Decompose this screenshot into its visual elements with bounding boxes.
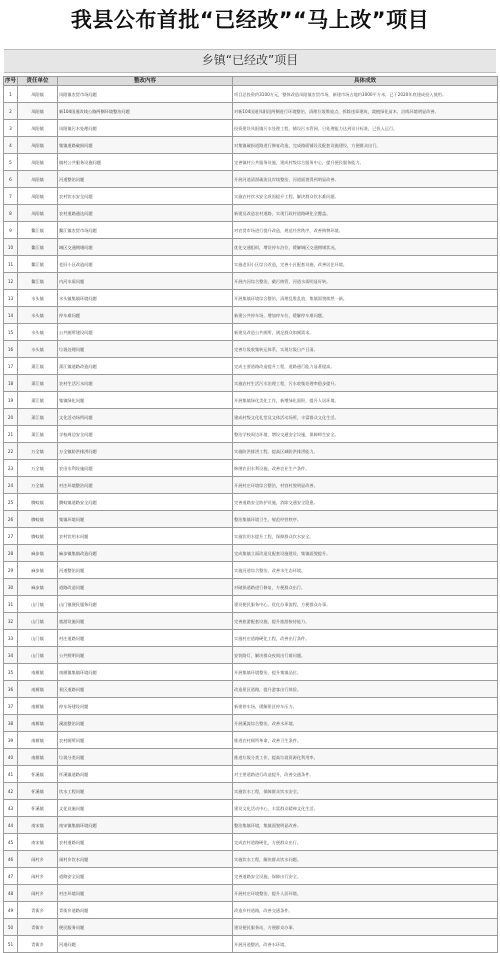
row-result: 开展村庄环境综合整治，村容村貌明显改善。 <box>233 477 498 494</box>
row-unit: 怀溪镇 <box>18 766 58 783</box>
row-unit: 水头镇 <box>18 341 58 358</box>
row-result: 完成主要道路改造提升工程，道路通行能力显著提高。 <box>233 358 498 375</box>
column-header-issue: 整改内容 <box>58 77 233 86</box>
row-unit: 凤阳镇 <box>18 205 58 222</box>
row-unit: 凤阳镇 <box>18 188 58 205</box>
row-number: 3 <box>4 120 18 137</box>
row-result: 修缮农田水利设施，改善农业生产条件。 <box>233 460 498 477</box>
row-number: 46 <box>4 851 18 868</box>
row-unit: 凤阳镇 <box>18 86 58 103</box>
row-unit: 南宋镇 <box>18 834 58 851</box>
table-row <box>4 324 498 341</box>
table-row <box>4 800 498 817</box>
row-unit: 南雁镇 <box>18 732 58 749</box>
row-issue: 旅游设施问题 <box>58 613 233 630</box>
table-row <box>4 154 498 171</box>
row-issue: 道路改造问题 <box>58 579 233 596</box>
row-issue: 溪流整治问题 <box>58 715 233 732</box>
table-row <box>4 868 498 885</box>
row-issue: 文化活动场所问题 <box>58 409 233 426</box>
row-result: 整治集镇环境卫生，规范经营秩序。 <box>233 511 498 528</box>
row-issue: 水头镇集镇环境问题 <box>58 290 233 307</box>
row-result: 完成农村道路硬化，方便群众出行。 <box>233 834 498 851</box>
table-row <box>4 664 498 681</box>
table-row <box>4 137 498 154</box>
row-issue: 腾蛟镇道路安全问题 <box>58 494 233 511</box>
row-issue: 青街乡道路问题 <box>58 902 233 919</box>
row-result: 开展内河综合整治，截污纳管，河道水质明显好转。 <box>233 273 498 290</box>
row-unit: 腾蛟镇 <box>18 494 58 511</box>
row-issue: 饮水工程问题 <box>58 783 233 800</box>
row-result: 整治学校周边环境，增设交通安全设施，保障师生安全。 <box>233 426 498 443</box>
row-issue: 南雁镇集镇环境问题 <box>58 664 233 681</box>
table-row <box>4 86 498 103</box>
row-number: 44 <box>4 817 18 834</box>
row-unit: 山门镇 <box>18 630 58 647</box>
row-result: 改造景区道路，提升游客出行体验。 <box>233 681 498 698</box>
row-result: 开展集镇绿化美化工作，新增绿化面积，提升人居环境。 <box>233 392 498 409</box>
row-unit: 凤阳镇 <box>18 154 58 171</box>
row-number: 13 <box>4 290 18 307</box>
row-issue: 农村道路问题 <box>58 834 233 851</box>
row-number: 20 <box>4 409 18 426</box>
row-result: 新建及改造公共厕所，满足群众如厕需求。 <box>233 324 498 341</box>
row-issue: 万全镇防洪排涝问题 <box>58 443 233 460</box>
row-number: 15 <box>4 324 18 341</box>
row-number: 23 <box>4 460 18 477</box>
row-unit: 水头镇 <box>18 290 58 307</box>
row-unit: 南雁镇 <box>18 681 58 698</box>
row-unit: 南雁镇 <box>18 715 58 732</box>
table-row <box>4 851 498 868</box>
row-issue: 萧江镇道路改造问题 <box>58 358 233 375</box>
row-number: 49 <box>4 902 18 919</box>
table-row <box>4 511 498 528</box>
row-number: 32 <box>4 613 18 630</box>
row-number: 39 <box>4 732 18 749</box>
row-result: 实施河道综合整治，改善水生态环境。 <box>233 562 498 579</box>
table-row <box>4 443 498 460</box>
row-result: 实施农村生活污水治理工程，污水收集处理率稳步提升。 <box>233 375 498 392</box>
column-header-result: 具体成效 <box>233 77 498 86</box>
row-number: 45 <box>4 834 18 851</box>
row-result: 建设便民服务中心，优化办事流程，方便群众办事。 <box>233 596 498 613</box>
row-result: 建成村级文化礼堂及文体活动场所，丰富群众文化生活。 <box>233 409 498 426</box>
row-unit: 闹村乡 <box>18 851 58 868</box>
table-row <box>4 817 498 834</box>
row-number: 34 <box>4 647 18 664</box>
row-result: 开展溪流综合整治，改善水环境。 <box>233 715 498 732</box>
row-result: 新建停车场，缓解景区停车压力。 <box>233 698 498 715</box>
row-unit: 水头镇 <box>18 307 58 324</box>
row-issue: 麻步镇集镇改造问题 <box>58 545 233 562</box>
row-unit: 闹村乡 <box>18 868 58 885</box>
row-number: 37 <box>4 698 18 715</box>
row-unit: 闹村乡 <box>18 885 58 902</box>
table-row <box>4 596 498 613</box>
row-result: 改造乡村道路，改善交通条件。 <box>233 902 498 919</box>
row-unit: 青街乡 <box>18 919 58 936</box>
row-number: 4 <box>4 137 18 154</box>
row-result: 对农贸市场进行提升改造，规范经营秩序，改善购物环境。 <box>233 222 498 239</box>
table-row <box>4 902 498 919</box>
table-header-row <box>4 77 498 86</box>
row-unit: 萧江镇 <box>18 358 58 375</box>
row-unit: 凤阳镇 <box>18 171 58 188</box>
row-issue: 便民服务问题 <box>58 919 233 936</box>
row-result: 实施饮水工程，保障群众饮水安全。 <box>233 783 498 800</box>
row-number: 18 <box>4 375 18 392</box>
row-number: 10 <box>4 239 18 256</box>
row-unit: 萧江镇 <box>18 392 58 409</box>
row-unit: 萧江镇 <box>18 426 58 443</box>
row-result: 完善镇村公共服务设施，建成村级综合服务中心，提升便民服务能力。 <box>233 154 498 171</box>
row-number: 47 <box>4 868 18 885</box>
row-unit: 凤阳镇 <box>18 103 58 120</box>
row-issue: 公共照明问题 <box>58 647 233 664</box>
row-number: 16 <box>4 341 18 358</box>
row-issue: 老旧小区改造问题 <box>58 256 233 273</box>
row-unit: 鳌江镇 <box>18 222 58 239</box>
table-row <box>4 341 498 358</box>
row-issue: 农村生活污水问题 <box>58 375 233 392</box>
row-number: 5 <box>4 154 18 171</box>
row-number: 7 <box>4 188 18 205</box>
row-issue: 内河水质问题 <box>58 273 233 290</box>
table-row <box>4 494 498 511</box>
row-issue: 村庄环境问题 <box>58 885 233 902</box>
row-unit: 腾蛟镇 <box>18 511 58 528</box>
row-unit: 南雁镇 <box>18 664 58 681</box>
row-issue: 凤阳镇农贸市场问题 <box>58 86 233 103</box>
row-result: 完成集镇立面改造及配套设施建设，集镇面貌提升。 <box>233 545 498 562</box>
row-number: 48 <box>4 885 18 902</box>
row-result: 实施防洪排涝工程，提高区域防洪排涝能力。 <box>233 443 498 460</box>
row-issue: 垃圾处理问题 <box>58 341 233 358</box>
row-number: 33 <box>4 630 18 647</box>
row-number: 11 <box>4 256 18 273</box>
table-row <box>4 222 498 239</box>
table-row <box>4 358 498 375</box>
row-issue: 闹村乡饮水问题 <box>58 851 233 868</box>
table-row <box>4 919 498 936</box>
row-result: 开展集镇环境综合整治，清理乱堆乱放，集镇面貌焕然一新。 <box>233 290 498 307</box>
row-number: 51 <box>4 936 18 953</box>
row-result: 开展河道整治，改善水环境。 <box>233 936 498 953</box>
row-issue: 河道问题 <box>58 936 233 953</box>
row-result: 实施老旧小区综合改造，完善小区配套设施，改善居住环境。 <box>233 256 498 273</box>
row-result: 建设便民服务站，方便群众办事。 <box>233 919 498 936</box>
table-row <box>4 936 498 953</box>
table-row <box>4 477 498 494</box>
table-row <box>4 188 498 205</box>
row-number: 38 <box>4 715 18 732</box>
column-header-no: 序号 <box>5 77 17 84</box>
row-issue: 镇村公共服务设施问题 <box>58 154 233 171</box>
row-unit: 凤阳镇 <box>18 120 58 137</box>
row-result: 对新104国道凤阳段两侧进行环境整治，清理垃圾堆放点，拆除违章建筑，栽植绿化苗木，沿线环境明显改善。 <box>233 103 498 120</box>
table-row <box>4 273 498 290</box>
row-number: 2 <box>4 103 18 120</box>
table-row <box>4 698 498 715</box>
row-result: 完善道路安全设施，保障出行安全。 <box>233 868 498 885</box>
row-number: 12 <box>4 273 18 290</box>
row-issue: 农田水利设施问题 <box>58 460 233 477</box>
table-row <box>4 171 498 188</box>
row-result: 实施饮用水提升工程，保障群众饮水安全。 <box>233 528 498 545</box>
row-number: 17 <box>4 358 18 375</box>
row-result: 开展河道清淤疏浚及岸线整治，河道面貌得到明显改善。 <box>233 171 498 188</box>
row-issue: 道路安全问题 <box>58 868 233 885</box>
row-result: 开展村庄环境整治，提升人居环境。 <box>233 885 498 902</box>
page-title: 我县公布首批“已经改”“马上改”项目 <box>70 8 430 32</box>
row-issue: 集镇环境问题 <box>58 511 233 528</box>
row-issue: 景区道路问题 <box>58 681 233 698</box>
row-number: 1 <box>4 86 18 103</box>
row-unit: 水头镇 <box>18 324 58 341</box>
table-row <box>4 613 498 630</box>
row-result: 对破损道路进行修复，方便群众出行。 <box>233 579 498 596</box>
row-result: 投资建设凤阳镇污水处理工程，铺设污水管网，日处理能力达到设计标准，已投入运行。 <box>233 120 498 137</box>
row-issue: 村庄环境整治问题 <box>58 477 233 494</box>
row-result: 对集镇破损道路进行修复改造，完成路面铺设及配套设施建设，方便群众出行。 <box>233 137 498 154</box>
row-issue: 集镇道路破损问题 <box>58 137 233 154</box>
table-row <box>4 120 498 137</box>
table-row <box>4 528 498 545</box>
row-result: 完善旅游配套设施，提升旅游接待能力。 <box>233 613 498 630</box>
table-row <box>4 307 498 324</box>
row-result: 实施农村饮水安全巩固提升工程，解决群众饮水难问题。 <box>233 188 498 205</box>
row-number: 19 <box>4 392 18 409</box>
table-row <box>4 834 498 851</box>
table-row <box>4 647 498 664</box>
table-row <box>4 885 498 902</box>
row-unit: 万全镇 <box>18 443 58 460</box>
row-issue: 农村饮水安全问题 <box>58 188 233 205</box>
table-row <box>4 681 498 698</box>
row-unit: 南宋镇 <box>18 817 58 834</box>
table-row <box>4 256 498 273</box>
row-issue: 农村厕所问题 <box>58 732 233 749</box>
row-number: 22 <box>4 443 18 460</box>
row-number: 30 <box>4 579 18 596</box>
row-issue: 集镇绿化问题 <box>58 392 233 409</box>
row-result: 推进农村厕所革命，改善卫生条件。 <box>233 732 498 749</box>
row-issue: 河道整治问题 <box>58 171 233 188</box>
row-number: 40 <box>4 749 18 766</box>
row-unit: 麻步镇 <box>18 579 58 596</box>
row-unit: 青街乡 <box>18 936 58 953</box>
table-row <box>4 290 498 307</box>
table-row <box>4 103 498 120</box>
row-issue: 山门镇便民服务问题 <box>58 596 233 613</box>
row-result: 完善道路安全防护设施，消除交通安全隐患。 <box>233 494 498 511</box>
row-issue: 鳌江镇农贸市场问题 <box>58 222 233 239</box>
row-number: 21 <box>4 426 18 443</box>
row-unit: 鳌江镇 <box>18 273 58 290</box>
row-number: 50 <box>4 919 18 936</box>
row-result: 完善垃圾收集转运体系，实现垃圾日产日清。 <box>233 341 498 358</box>
row-issue: 新104国道改线公路两侧环境整治问题 <box>58 103 233 120</box>
row-unit: 鳌江镇 <box>18 256 58 273</box>
row-issue: 凤阳镇污水处理问题 <box>58 120 233 137</box>
row-unit: 怀溪镇 <box>18 800 58 817</box>
row-result: 推进垃圾分类工作，提高垃圾资源化利用率。 <box>233 749 498 766</box>
row-issue: 学校周边安全问题 <box>58 426 233 443</box>
row-issue: 文化设施问题 <box>58 800 233 817</box>
row-result: 安装路灯，解决群众夜间出行难问题。 <box>233 647 498 664</box>
row-result: 优化交通组织，增设停车泊位，缓解城区交通拥堵状况。 <box>233 239 498 256</box>
table-row <box>4 715 498 732</box>
project-table <box>3 76 498 953</box>
row-unit: 鳌江镇 <box>18 239 58 256</box>
table-row <box>4 630 498 647</box>
row-issue: 城区交通拥堵问题 <box>58 239 233 256</box>
row-number: 43 <box>4 800 18 817</box>
row-number: 42 <box>4 783 18 800</box>
row-number: 9 <box>4 222 18 239</box>
row-unit: 山门镇 <box>18 613 58 630</box>
table-row <box>4 426 498 443</box>
table-row <box>4 375 498 392</box>
row-number: 24 <box>4 477 18 494</box>
row-unit: 山门镇 <box>18 596 58 613</box>
row-result: 开展集镇环境整治，提升集镇品位。 <box>233 664 498 681</box>
row-number: 41 <box>4 766 18 783</box>
row-unit: 腾蛟镇 <box>18 528 58 545</box>
row-issue: 农村饮用水问题 <box>58 528 233 545</box>
row-unit: 麻步镇 <box>18 562 58 579</box>
row-number: 6 <box>4 171 18 188</box>
row-result: 对主要道路进行改造提升，改善交通条件。 <box>233 766 498 783</box>
table-row <box>4 562 498 579</box>
row-result: 建设文化活动中心，丰富群众精神文化生活。 <box>233 800 498 817</box>
row-result: 实施饮水工程，解决群众饮水问题。 <box>233 851 498 868</box>
table-row <box>4 460 498 477</box>
section-subtitle: 乡镇“已经改”项目 <box>201 53 299 67</box>
table-body <box>4 86 498 953</box>
table-row <box>4 392 498 409</box>
row-issue: 农村道路通达问题 <box>58 205 233 222</box>
row-issue: 怀溪镇道路问题 <box>58 766 233 783</box>
table-row <box>4 409 498 426</box>
row-number: 27 <box>4 528 18 545</box>
row-result: 整治集镇环境，集镇面貌明显改善。 <box>233 817 498 834</box>
row-unit: 南雁镇 <box>18 749 58 766</box>
row-unit: 山门镇 <box>18 647 58 664</box>
row-number: 25 <box>4 494 18 511</box>
row-issue: 公共厕所建设问题 <box>58 324 233 341</box>
row-number: 36 <box>4 681 18 698</box>
table-row <box>4 545 498 562</box>
row-issue: 停车场建设问题 <box>58 698 233 715</box>
row-number: 8 <box>4 205 18 222</box>
row-number: 26 <box>4 511 18 528</box>
row-result: 新建公共停车场，增加停车位，缓解停车难问题。 <box>233 307 498 324</box>
row-result: 实施村庄道路硬化工程，改善出行条件。 <box>233 630 498 647</box>
table-row <box>4 732 498 749</box>
row-unit: 万全镇 <box>18 477 58 494</box>
row-number: 29 <box>4 562 18 579</box>
row-number: 31 <box>4 596 18 613</box>
table-row <box>4 749 498 766</box>
row-unit: 南雁镇 <box>18 698 58 715</box>
row-unit: 萧江镇 <box>18 409 58 426</box>
row-result: 项目总投资约3100万元，整体改造凤阳镇农贸市场，新建市场占地约3000平方米，已于2020年底建成投入使用。 <box>233 86 498 103</box>
row-unit: 青街乡 <box>18 902 58 919</box>
row-unit: 凤阳镇 <box>18 137 58 154</box>
row-issue: 南宋镇集镇环境问题 <box>58 817 233 834</box>
table-row <box>4 205 498 222</box>
column-header-unit: 责任单位 <box>18 77 58 86</box>
table-row <box>4 783 498 800</box>
row-issue: 停车难问题 <box>58 307 233 324</box>
row-number: 35 <box>4 664 18 681</box>
table-row <box>4 766 498 783</box>
row-unit: 麻步镇 <box>18 545 58 562</box>
row-issue: 村庄道路问题 <box>58 630 233 647</box>
row-unit: 怀溪镇 <box>18 783 58 800</box>
table-row <box>4 579 498 596</box>
table-row <box>4 239 498 256</box>
row-result: 新建及改造农村道路，实现行政村道路硬化全覆盖。 <box>233 205 498 222</box>
row-number: 14 <box>4 307 18 324</box>
row-issue: 河道整治问题 <box>58 562 233 579</box>
row-issue: 垃圾分类问题 <box>58 749 233 766</box>
row-number: 28 <box>4 545 18 562</box>
row-unit: 萧江镇 <box>18 375 58 392</box>
row-unit: 万全镇 <box>18 460 58 477</box>
